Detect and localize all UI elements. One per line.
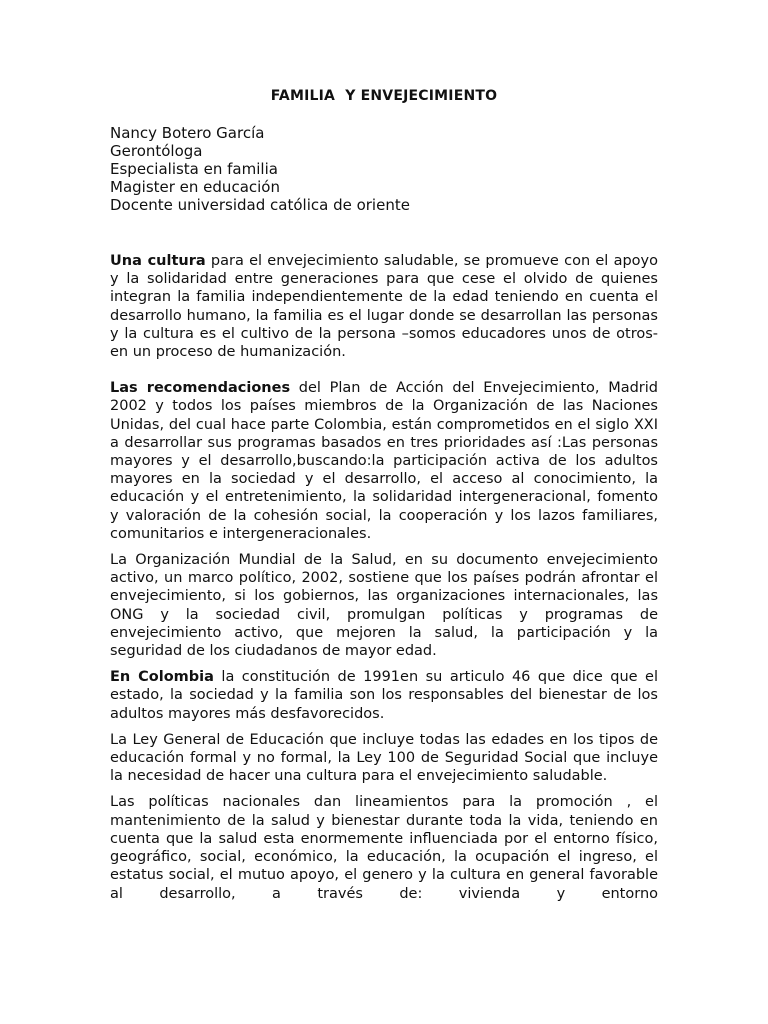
paragraph-oms (110, 551, 658, 660)
paragraph-en-colombia (110, 668, 658, 723)
author-block (110, 124, 658, 214)
paragraph-una-cultura (110, 252, 658, 361)
author-profession: Gerontóloga (110, 142, 203, 160)
author-position: Docente universidad católica de oriente (110, 196, 410, 214)
paragraph-lead: Las recomendaciones (110, 380, 291, 397)
paragraph-lead: En Colombia (110, 669, 214, 686)
paragraph-ley-general (110, 731, 658, 786)
document-title: FAMILIA Y ENVEJECIMIENTO (270, 88, 498, 104)
paragraph-recomendaciones (110, 379, 658, 543)
paragraph-text: Las políticas nacionales dan lineamientos para la promoción , el mantenimiento de la salud y bienestar durante toda la vida, teniendo en cuenta que la salud esta enormemente influenciada por el entorno físico, geográfico, social, económico, la educación, la ocupación el ingreso, el estatus social, el mutuo apoyo, el genero y la cultura en general favorable al desarrollo, a través de: vivienda y entorno (110, 794, 658, 902)
paragraph-text: para el envejecimiento saludable, se promueve con el apoyo y la solidaridad entre generaciones para que cese el olvido de quienes integran la familia independientemente de la edad teniendo en cuenta el desarrollo humano, la familia es el lugar donde se desarrollan las personas y la cultura es el cultivo de la persona –somos educadores unos de otros- en un proceso de humanización. (110, 253, 658, 361)
author-name: Nancy Botero García (110, 124, 265, 142)
paragraph-text: La Ley General de Educación que incluye todas las edades en los tipos de educación formal y no formal, la Ley 100 de Seguridad Social que incluye la necesidad de hacer una cultura para el envejecimiento saludable. (110, 731, 658, 785)
author-degree: Magister en educación (110, 178, 280, 196)
paragraph-lead: Una cultura (110, 253, 206, 269)
paragraph-text: La Organización Mundial de la Salud, en su documento envejecimiento activo, un marco político, 2002, sostiene que los países podrán afrontar el envejecimiento, si los gobiernos, las organizaciones internacionales, las ONG y la sociedad civil, promulgan políticas y programas de envejecimiento activo, que mejoren la salud, la participación y la seguridad de los ciudadanos de mayor edad. (110, 552, 658, 660)
paragraph-politicas (110, 793, 658, 902)
document-page (110, 86, 658, 903)
paragraph-text: del Plan de Acción del Envejecimiento, Madrid 2002 y todos los países miembros de la Organización de las Naciones Unidas, del cual hace parte Colombia, están comprometidos en el siglo XXI a desarrollar sus programas basados en tres prioridades así :Las personas mayores y el desarrollo,buscando:la participación activa de los adultos mayores en la sociedad y el desarrollo, el acceso al conocimiento, la educación y el entretenimiento, la solidaridad intergeneracional, fomento y valoración de la cohesión social, la cooperación y los lazos familiares, comunitarios e intergeneracionales. (110, 380, 658, 542)
paragraph-text: la constitución de 1991en su articulo 46 que dice que el estado, la sociedad y la familia son los responsables del bienestar de los adultos mayores más desfavorecidos. (110, 669, 659, 722)
author-specialty: Especialista en familia (110, 160, 278, 178)
